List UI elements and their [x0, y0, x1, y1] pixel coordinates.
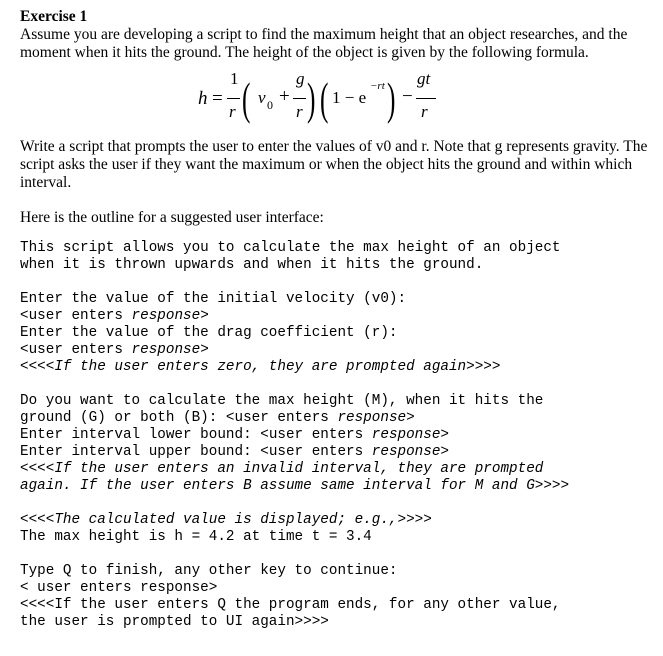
formula-equals: = [212, 88, 223, 109]
intro-paragraph: Assume you are developing a script to find the maximum height that an object researches, and the moment when it hits the ground. The height of the object is given by the following formula. [20, 26, 628, 61]
formula-v: v [258, 88, 266, 107]
outline-line: ground (G) or both (B): <user enters response> [20, 410, 415, 426]
formula-open-paren-1: ( [242, 73, 251, 124]
formula-fraction-bar-2 [293, 98, 306, 99]
formula-one-minus-e: 1 − e [332, 88, 367, 107]
outline-note: <<<<If the user enters an invalid interval, they are prompted [20, 461, 544, 477]
outline-line: Enter interval upper bound: <user enters response> [20, 444, 450, 460]
outline-line: Type Q to finish, any other key to continue: [20, 563, 398, 579]
formula-fraction-bar-3 [416, 98, 436, 99]
formula-fraction-bar-1 [227, 98, 240, 99]
outline-note: <<<<The calculated value is displayed; e.g.,>>>> [20, 512, 432, 528]
outline-line: the user is prompted to UI again>>>> [20, 614, 329, 630]
outline-line: Do you want to calculate the max height (M), when it hits the [20, 393, 544, 409]
formula-close-paren-1: ) [307, 73, 316, 124]
formula-v-sub: 0 [267, 98, 273, 112]
exercise-title: Exercise 1 [20, 8, 88, 25]
outline-line: <user enters response> [20, 308, 209, 324]
formula-h: h [198, 88, 208, 109]
formula-r-1: r [229, 102, 236, 121]
instructions-paragraph: Write a script that prompts the user to enter the values of v0 and r. Note that g represents gravity. The script asks the user if they want the maximum or when the object hits the ground and within which interval. [20, 138, 648, 191]
exercise-document [20, 8, 650, 631]
formula-r-3: r [421, 102, 428, 121]
outline-line: Enter interval lower bound: <user enters response> [20, 427, 450, 443]
formula-close-paren-2: ) [387, 73, 396, 124]
outline-line: <user enters response> [20, 342, 209, 358]
formula-minus: − [402, 86, 413, 107]
outline-intro: Here is the outline for a suggested user interface: [20, 209, 324, 226]
outline-line: Enter the value of the drag coefficient (r): [20, 325, 398, 341]
outline-line: <<<<If the user enters Q the program ends, for any other value, [20, 597, 561, 613]
outline-line: The max height is h = 4.2 at time t = 3.4 [20, 529, 372, 545]
formula-one: 1 [230, 69, 239, 88]
ui-outline [20, 240, 650, 631]
outline-note: again. If the user enters B assume same interval for M and G>>>> [20, 478, 570, 494]
formula-plus: + [279, 86, 290, 107]
height-formula [20, 64, 650, 138]
formula-exponent: −rt [370, 80, 385, 92]
outline-line: This script allows you to calculate the max height of an object [20, 240, 561, 256]
outline-note: <<<<If the user enters zero, they are prompted again>>>> [20, 359, 501, 375]
formula-r-2: r [296, 102, 303, 121]
outline-line: when it is thrown upwards and when it hits the ground. [20, 257, 484, 273]
outline-line: Enter the value of the initial velocity (v0): [20, 291, 407, 307]
formula-open-paren-2: ( [320, 73, 329, 124]
formula-gt: gt [417, 69, 431, 88]
formula-g: g [296, 69, 305, 88]
outline-line: < user enters response> [20, 580, 218, 596]
